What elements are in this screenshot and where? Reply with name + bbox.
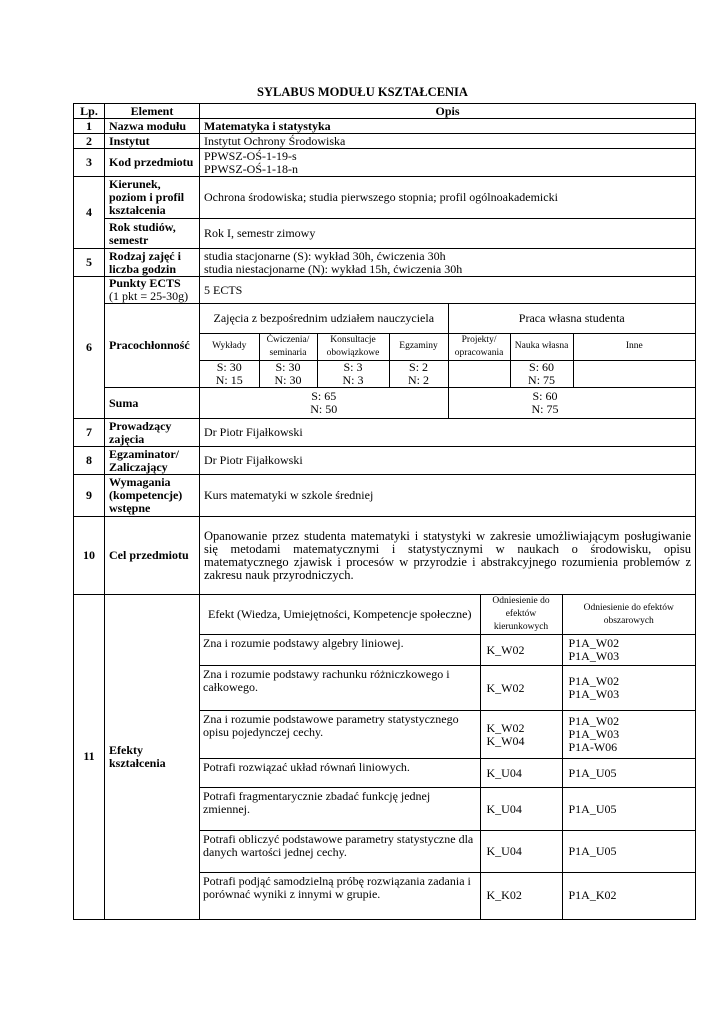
outcome-obsz: P1A_W02 P1A_W03 P1A-W06 — [562, 711, 695, 759]
outcomes-grid — [200, 595, 695, 919]
sum-self-cell — [448, 388, 695, 418]
outcome-row — [200, 635, 695, 666]
outcomes-grid-cell — [200, 595, 696, 920]
outcome-text: Potrafi podjąć samodzielną próbę rozwiązania zadania i porównać wyniki z innymi w grupie. — [200, 873, 480, 919]
lp-cell: 4 — [74, 177, 105, 249]
row-examiner — [74, 447, 696, 475]
outcome-kier: K_W02 — [480, 635, 562, 666]
ects-value: 5 ECTS — [200, 277, 696, 304]
field-value: Ochrona środowiska; studia pierwszego stopnia; profil ogólnoakademicki — [200, 177, 696, 219]
outcome-text: Potrafi fragmentarycznie zbadać funkcję jednej zmiennej. — [200, 788, 480, 831]
institute-value: Instytut Ochrony Środowiska — [200, 134, 696, 149]
val-projects — [448, 360, 510, 387]
element-cell: Rok studiów, semestr — [105, 219, 200, 249]
row-teacher — [74, 419, 696, 447]
outcome-text: Zna i rozumie podstawy rachunku różniczkowego i całkowego. — [200, 666, 480, 711]
row-module-name — [74, 119, 696, 134]
element-cell: Prowadzący zajęcia — [105, 419, 200, 447]
outcome-text: Potrafi obliczyć podstawowe parametry statystyczne dla danych wartości jednej cechy. — [200, 831, 480, 873]
val-other — [573, 360, 695, 387]
element-cell: Nazwa modułu — [105, 119, 200, 134]
element-cell: Instytut — [105, 134, 200, 149]
sum-label: Suma — [105, 388, 200, 419]
outcome-text: Zna i rozumie podstawy algebry liniowej. — [200, 635, 480, 666]
lp-cell: 1 — [74, 119, 105, 134]
self-group-header: Praca własna studenta — [448, 304, 695, 333]
outcome-obsz: P1A_W02 P1A_W03 — [562, 635, 695, 666]
outcome-row — [200, 666, 695, 711]
element-cell: Kod przedmiotu — [105, 149, 200, 177]
module-name-value: Matematyka i statystyka — [200, 119, 696, 134]
goal-value: Opanowanie przez studenta matematyki i statystyki w zakresie umożliwiającym posługiwanie się metodami matematycznymi i statystycznymi w naukach o środowisku, opisu matematycznego zjawisk i procesów w przyrodzie i abstrakcyjnego rozumienia problemów z zakresu nauk przyrodniczych. — [200, 517, 696, 595]
outcome-text: Potrafi rozwiązać układ równań liniowych. — [200, 759, 480, 788]
element-cell: Efekty kształcenia — [105, 595, 200, 920]
row-classes — [74, 249, 696, 277]
workload-grid-cell — [200, 304, 696, 388]
outcome-obsz: P1A_U05 — [562, 788, 695, 831]
outcome-text: Zna i rozumie podstawowe parametry statystycznego opisu pojedynczej cechy. — [200, 711, 480, 759]
ects-label: Punkty ECTS — [109, 276, 181, 290]
row-code — [74, 149, 696, 177]
sum-grid-cell — [200, 388, 696, 419]
outcome-kier: K_K02 — [480, 873, 562, 919]
element-cell: Kierunek, poziom i profil kształcenia — [105, 177, 200, 219]
sum-self-s: S: 60 — [532, 389, 558, 403]
year-value: Rok I, semestr zimowy — [200, 219, 696, 249]
outcome-row — [200, 759, 695, 788]
val-exercises: S: 30 N: 30 — [259, 360, 317, 387]
row-outcomes — [74, 595, 696, 920]
outcome-kier: K_U04 — [480, 831, 562, 873]
row-field — [74, 177, 696, 219]
col-other: Inne — [573, 333, 695, 360]
element-cell: Wymagania (kompetencje) wstępne — [105, 475, 200, 517]
sum-grid — [200, 388, 695, 418]
outcome-kier: K_U04 — [480, 759, 562, 788]
row-workload — [74, 304, 696, 388]
col-exercises: Ćwiczenia/ seminaria — [259, 333, 317, 360]
element-cell: Cel przedmiotu — [105, 517, 200, 595]
row-ects — [74, 277, 696, 304]
lp-cell: 8 — [74, 447, 105, 475]
workload-grid — [200, 304, 695, 387]
lp-cell: 7 — [74, 419, 105, 447]
outcome-kier: K_W02 — [480, 666, 562, 711]
element-cell: Rodzaj zajęć i liczba godzin — [105, 249, 200, 277]
val-self-study: S: 60 N: 75 — [510, 360, 573, 387]
element-cell: Pracochłonność — [105, 304, 200, 388]
outcome-row — [200, 873, 695, 919]
lp-cell: 10 — [74, 517, 105, 595]
outcomes-head-obsz: Odniesienie do efektów obszarowych — [562, 595, 695, 635]
requirements-value: Kurs matematyki w szkole średniej — [200, 475, 696, 517]
outcome-obsz: P1A_K02 — [562, 873, 695, 919]
header-row — [74, 104, 696, 119]
outcome-row — [200, 831, 695, 873]
classes-nonstationary: studia niestacjonarne (N): wykład 15h, ćwiczenia 30h — [204, 261, 463, 276]
col-projects: Projekty/ opracowania — [448, 333, 510, 360]
lp-cell: 5 — [74, 249, 105, 277]
lp-cell: 3 — [74, 149, 105, 177]
val-lectures: S: 30 N: 15 — [200, 360, 259, 387]
header-opis: Opis — [200, 104, 696, 119]
code-nonstationary: PPWSZ-OŚ-1-18-n — [204, 161, 299, 176]
lp-cell: 11 — [74, 595, 105, 920]
sum-contact: S: 65 N: 50 — [200, 388, 448, 418]
outcome-row — [200, 788, 695, 831]
outcome-kier: K_W02 K_W04 — [480, 711, 562, 759]
outcome-row — [200, 711, 695, 759]
lp-cell: 9 — [74, 475, 105, 517]
col-self-study: Nauka własna — [510, 333, 573, 360]
outcome-obsz: P1A_U05 — [562, 759, 695, 788]
code-values — [200, 149, 696, 177]
outcomes-head-kier: Odniesienie do efektów kierunkowych — [480, 595, 562, 635]
val-exams: S: 2 N: 2 — [389, 360, 448, 387]
row-goal — [74, 517, 696, 595]
header-element: Element — [105, 104, 200, 119]
element-cell: Egzaminator/ Zaliczający — [105, 447, 200, 475]
ects-label-cell — [105, 277, 200, 304]
code-stationary: PPWSZ-OŚ-1-19-s — [204, 148, 297, 163]
row-requirements — [74, 475, 696, 517]
classes-stationary: studia stacjonarne (S): wykład 30h, ćwiczenia 30h — [204, 248, 446, 263]
sum-self-n: N: 75 — [531, 402, 559, 416]
outcome-obsz: P1A_U05 — [562, 831, 695, 873]
examiner-value: Dr Piotr Fijałkowski — [200, 447, 696, 475]
ects-note: (1 pkt = 25-30g) — [109, 289, 189, 303]
val-consultations: S: 3 N: 3 — [317, 360, 389, 387]
outcomes-head-effect: Efekt (Wiedza, Umiejętności, Kompetencje społeczne) — [200, 595, 480, 635]
row-institute — [74, 134, 696, 149]
header-lp: Lp. — [74, 104, 105, 119]
document-title: SYLABUS MODUŁU KSZTAŁCENIA — [257, 85, 468, 99]
classes-values — [200, 249, 696, 277]
col-consultations: Konsultacje obowiązkowe — [317, 333, 389, 360]
lp-cell: 2 — [74, 134, 105, 149]
outcome-obsz: P1A_W02 P1A_W03 — [562, 666, 695, 711]
outcome-kier: K_U04 — [480, 788, 562, 831]
teacher-value: Dr Piotr Fijałkowski — [200, 419, 696, 447]
col-exams: Egzaminy — [389, 333, 448, 360]
lp-cell: 6 — [74, 277, 105, 419]
col-lectures: Wykłady — [200, 333, 259, 360]
syllabus-table — [73, 103, 696, 920]
contact-group-header: Zajęcia z bezpośrednim udziałem nauczyciela — [200, 304, 448, 333]
row-sum — [74, 388, 696, 419]
row-year — [74, 219, 696, 249]
